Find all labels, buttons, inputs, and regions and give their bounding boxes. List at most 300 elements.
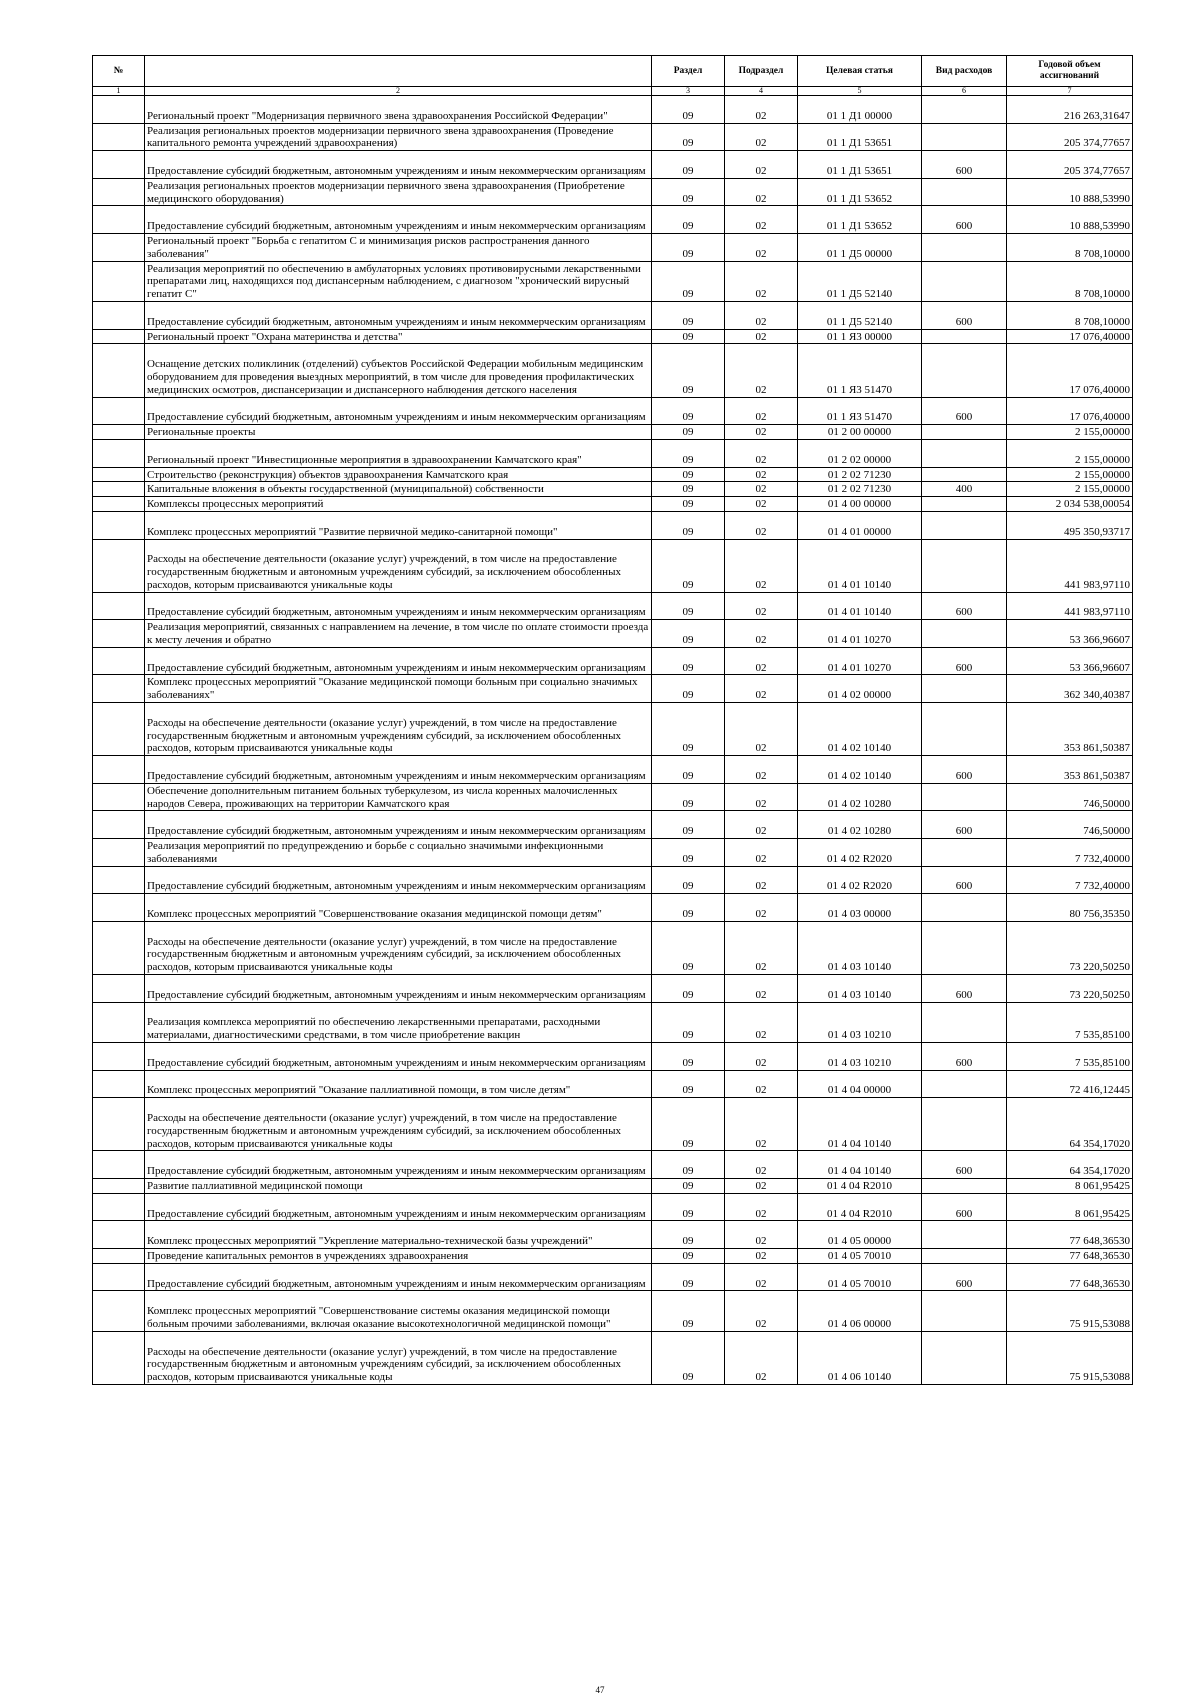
row-podrazdel-cell: 02 [725,675,798,703]
row-vid-cell [922,675,1007,703]
row-sum-cell: 72 416,12445 [1007,1070,1133,1098]
row-vid-cell [922,467,1007,482]
table-row [93,301,1133,329]
row-podrazdel-cell: 02 [725,206,798,234]
row-num-cell [93,397,145,425]
row-celevaya-cell: 01 2 02 71230 [798,467,922,482]
row-num-cell [93,1002,145,1042]
row-num-cell [93,1193,145,1221]
row-num-cell [93,511,145,539]
row-podrazdel-cell: 02 [725,811,798,839]
row-celevaya-cell: 01 4 02 00000 [798,675,922,703]
row-vid-cell [922,1331,1007,1384]
row-sum-cell: 7 535,85100 [1007,1042,1133,1070]
row-name-cell: Комплекс процессных мероприятий "Развитие первичной медико-санитарной помощи" [145,511,652,539]
row-num-cell [93,497,145,512]
row-vid-cell [922,703,1007,756]
table-row [93,894,1133,922]
row-name-cell: Предоставление субсидий бюджетным, автономным учреждениям и иным некоммерческим организациям [145,1042,652,1070]
row-num-cell [93,301,145,329]
row-num-cell [93,1042,145,1070]
row-name-cell: Предоставление субсидий бюджетным, автономным учреждениям и иным некоммерческим организациям [145,1193,652,1221]
row-podrazdel-cell: 02 [725,467,798,482]
row-celevaya-cell: 01 4 02 10140 [798,703,922,756]
row-podrazdel-cell: 02 [725,620,798,648]
table-row [93,866,1133,894]
row-vid-cell [922,839,1007,867]
row-name-cell: Расходы на обеспечение деятельности (оказание услуг) учреждений, в том числе на предоставление государственным бюджетным и автономным учреждениям субсидий, за исключением обособленных расходов, которым присваиваются уникальные коды [145,703,652,756]
table-row [93,783,1133,811]
row-celevaya-cell: 01 1 Д1 00000 [798,96,922,124]
row-name-cell: Предоставление субсидий бюджетным, автономным учреждениям и иным некоммерческим организациям [145,975,652,1003]
row-name-cell: Расходы на обеспечение деятельности (оказание услуг) учреждений, в том числе на предоставление государственным бюджетным и автономным учреждениям субсидий, за исключением обособленных расходов, которым присваиваются уникальные коды [145,1098,652,1151]
row-name-cell: Предоставление субсидий бюджетным, автономным учреждениям и иным некоммерческим организациям [145,1151,652,1179]
row-num-cell [93,811,145,839]
document-page [92,55,1132,1385]
row-num-cell [93,539,145,592]
row-podrazdel-cell: 02 [725,344,798,397]
row-celevaya-cell: 01 1 Д1 53652 [798,206,922,234]
row-num-cell [93,482,145,497]
row-sum-cell: 2 155,00000 [1007,467,1133,482]
row-name-cell: Предоставление субсидий бюджетным, автономным учреждениям и иным некоммерческим организациям [145,301,652,329]
row-name-cell: Региональный проект "Борьба с гепатитом С и минимизация рисков распространения данного заболевания" [145,233,652,261]
row-sum-cell: 53 366,96607 [1007,647,1133,675]
row-num-cell [93,1151,145,1179]
row-name-cell: Расходы на обеспечение деятельности (оказание услуг) учреждений, в том числе на предоставление государственным бюджетным и автономным учреждениям субсидий, за исключением обособленных расходов, которым присваиваются уникальные коды [145,921,652,974]
row-name-cell: Предоставление субсидий бюджетным, автономным учреждениям и иным некоммерческим организациям [145,206,652,234]
row-razdel-cell: 09 [652,783,725,811]
row-podrazdel-cell: 02 [725,539,798,592]
table-row [93,1002,1133,1042]
header-num: № [93,56,145,87]
row-celevaya-cell: 01 4 01 10270 [798,647,922,675]
row-vid-cell: 600 [922,866,1007,894]
row-podrazdel-cell: 02 [725,1098,798,1151]
row-sum-cell: 77 648,36530 [1007,1221,1133,1249]
row-sum-cell: 441 983,97110 [1007,539,1133,592]
row-vid-cell [922,1098,1007,1151]
column-number: 5 [798,87,922,96]
row-name-cell: Предоставление субсидий бюджетным, автономным учреждениям и иным некоммерческим организациям [145,756,652,784]
row-podrazdel-cell: 02 [725,123,798,151]
row-vid-cell: 600 [922,397,1007,425]
row-razdel-cell: 09 [652,1042,725,1070]
row-celevaya-cell: 01 4 05 70010 [798,1263,922,1291]
row-razdel-cell: 09 [652,620,725,648]
row-num-cell [93,1221,145,1249]
row-name-cell: Капитальные вложения в объекты государственной (муниципальной) собственности [145,482,652,497]
column-number: 7 [1007,87,1133,96]
header-name [145,56,652,87]
row-razdel-cell: 09 [652,1248,725,1263]
row-vid-cell [922,439,1007,467]
table-header-row [93,56,1133,87]
row-celevaya-cell: 01 1 Я3 00000 [798,329,922,344]
row-razdel-cell: 09 [652,425,725,440]
row-name-cell: Реализация мероприятий по предупреждению и борьбе с социально значимыми инфекционными заболеваниями [145,839,652,867]
row-name-cell: Реализация региональных проектов модернизации первичного звена здравоохранения (Проведение капитального ремонта учреждений здравоохранения) [145,123,652,151]
row-num-cell [93,975,145,1003]
row-celevaya-cell: 01 1 Д5 00000 [798,233,922,261]
row-vid-cell: 600 [922,301,1007,329]
row-vid-cell [922,539,1007,592]
table-row [93,647,1133,675]
row-celevaya-cell: 01 4 03 10210 [798,1002,922,1042]
row-num-cell [93,206,145,234]
row-sum-cell: 10 888,53990 [1007,178,1133,206]
row-sum-cell: 205 374,77657 [1007,151,1133,179]
row-num-cell [93,178,145,206]
row-podrazdel-cell: 02 [725,1263,798,1291]
row-celevaya-cell: 01 1 Д1 53652 [798,178,922,206]
row-num-cell [93,675,145,703]
row-num-cell [93,1070,145,1098]
row-podrazdel-cell: 02 [725,894,798,922]
row-celevaya-cell: 01 1 Д5 52140 [798,301,922,329]
row-podrazdel-cell: 02 [725,1070,798,1098]
row-razdel-cell: 09 [652,96,725,124]
row-sum-cell: 8 708,10000 [1007,261,1133,301]
row-podrazdel-cell: 02 [725,1331,798,1384]
row-razdel-cell: 09 [652,1151,725,1179]
row-name-cell: Комплексы процессных мероприятий [145,497,652,512]
table-row [93,592,1133,620]
row-podrazdel-cell: 02 [725,839,798,867]
row-num-cell [93,261,145,301]
table-row [93,233,1133,261]
row-num-cell [93,123,145,151]
row-celevaya-cell: 01 4 04 10140 [798,1151,922,1179]
row-podrazdel-cell: 02 [725,482,798,497]
row-celevaya-cell: 01 1 Д5 52140 [798,261,922,301]
row-sum-cell: 2 034 538,00054 [1007,497,1133,512]
row-podrazdel-cell: 02 [725,921,798,974]
row-num-cell [93,151,145,179]
row-podrazdel-cell: 02 [725,1002,798,1042]
row-name-cell: Обеспечение дополнительным питанием больных туберкулезом, из числа коренных малочисленных народов Севера, проживающих на территории Камчатского края [145,783,652,811]
row-vid-cell: 600 [922,975,1007,1003]
row-celevaya-cell: 01 4 03 10140 [798,921,922,974]
row-razdel-cell: 09 [652,482,725,497]
row-vid-cell [922,894,1007,922]
row-celevaya-cell: 01 4 01 00000 [798,511,922,539]
table-row [93,756,1133,784]
row-num-cell [93,703,145,756]
row-podrazdel-cell: 02 [725,647,798,675]
column-number: 3 [652,87,725,96]
table-row [93,439,1133,467]
row-sum-cell: 75 915,53088 [1007,1331,1133,1384]
table-row [93,425,1133,440]
row-num-cell [93,467,145,482]
row-sum-cell: 73 220,50250 [1007,921,1133,974]
row-razdel-cell: 09 [652,1331,725,1384]
row-celevaya-cell: 01 4 05 70010 [798,1248,922,1263]
row-name-cell: Проведение капитальных ремонтов в учреждениях здравоохранения [145,1248,652,1263]
table-row [93,178,1133,206]
row-celevaya-cell: 01 2 02 71230 [798,482,922,497]
row-name-cell: Комплекс процессных мероприятий "Совершенствование оказания медицинской помощи детям" [145,894,652,922]
row-podrazdel-cell: 02 [725,397,798,425]
row-celevaya-cell: 01 4 04 00000 [798,1070,922,1098]
row-name-cell: Региональные проекты [145,425,652,440]
row-razdel-cell: 09 [652,703,725,756]
row-podrazdel-cell: 02 [725,497,798,512]
row-razdel-cell: 09 [652,123,725,151]
row-sum-cell: 17 076,40000 [1007,329,1133,344]
row-razdel-cell: 09 [652,329,725,344]
row-sum-cell: 441 983,97110 [1007,592,1133,620]
row-sum-cell: 75 915,53088 [1007,1291,1133,1331]
table-row [93,811,1133,839]
row-razdel-cell: 09 [652,1193,725,1221]
table-row [93,1331,1133,1384]
row-sum-cell: 77 648,36530 [1007,1248,1133,1263]
row-razdel-cell: 09 [652,921,725,974]
row-num-cell [93,1291,145,1331]
row-podrazdel-cell: 02 [725,1221,798,1249]
row-num-cell [93,1178,145,1193]
row-name-cell: Региональный проект "Модернизация первичного звена здравоохранения Российской Федерации" [145,96,652,124]
row-celevaya-cell: 01 4 01 10270 [798,620,922,648]
row-num-cell [93,329,145,344]
row-vid-cell: 600 [922,206,1007,234]
row-vid-cell [922,1002,1007,1042]
row-vid-cell: 600 [922,756,1007,784]
table-row [93,123,1133,151]
row-razdel-cell: 09 [652,539,725,592]
table-row [93,261,1133,301]
row-vid-cell [922,921,1007,974]
row-num-cell [93,866,145,894]
table-row [93,1263,1133,1291]
row-podrazdel-cell: 02 [725,866,798,894]
table-row [93,675,1133,703]
table-row [93,467,1133,482]
row-razdel-cell: 09 [652,439,725,467]
row-razdel-cell: 09 [652,894,725,922]
row-sum-cell: 353 861,50387 [1007,756,1133,784]
row-name-cell: Расходы на обеспечение деятельности (оказание услуг) учреждений, в том числе на предоставление государственным бюджетным и автономным учреждениям субсидий, за исключением обособленных расходов, которым присваиваются уникальные коды [145,539,652,592]
row-celevaya-cell: 01 1 Я3 51470 [798,397,922,425]
table-row [93,1178,1133,1193]
table-row [93,839,1133,867]
row-name-cell: Комплекс процессных мероприятий "Оказание паллиативной помощи, в том числе детям" [145,1070,652,1098]
row-sum-cell: 746,50000 [1007,783,1133,811]
row-podrazdel-cell: 02 [725,329,798,344]
row-name-cell: Реализация мероприятий по обеспечению в амбулаторных условиях противовирусными лекарственными препаратами лиц, находящихся под диспансерным наблюдением, с диагнозом "хронический вирусный гепатит С" [145,261,652,301]
row-razdel-cell: 09 [652,1070,725,1098]
row-podrazdel-cell: 02 [725,1193,798,1221]
row-celevaya-cell: 01 4 02 R2020 [798,866,922,894]
row-vid-cell [922,233,1007,261]
row-sum-cell: 8 061,95425 [1007,1178,1133,1193]
budget-table [92,55,1133,1385]
row-sum-cell: 495 350,93717 [1007,511,1133,539]
row-podrazdel-cell: 02 [725,1248,798,1263]
row-num-cell [93,647,145,675]
row-celevaya-cell: 01 4 04 R2010 [798,1178,922,1193]
table-row [93,96,1133,124]
row-razdel-cell: 09 [652,1098,725,1151]
row-sum-cell: 80 756,35350 [1007,894,1133,922]
row-celevaya-cell: 01 4 03 10210 [798,1042,922,1070]
row-celevaya-cell: 01 4 01 10140 [798,592,922,620]
table-row [93,1291,1133,1331]
table-row [93,975,1133,1003]
row-podrazdel-cell: 02 [725,975,798,1003]
table-row [93,703,1133,756]
header-celevaya: Целевая статья [798,56,922,87]
row-name-cell: Развитие паллиативной медицинской помощи [145,1178,652,1193]
page-number: 47 [595,1685,605,1695]
row-name-cell: Расходы на обеспечение деятельности (оказание услуг) учреждений, в том числе на предоставление государственным бюджетным и автономным учреждениям субсидий, за исключением обособленных расходов, которым присваиваются уникальные коды [145,1331,652,1384]
row-name-cell: Предоставление субсидий бюджетным, автономным учреждениям и иным некоммерческим организациям [145,397,652,425]
row-vid-cell [922,96,1007,124]
row-podrazdel-cell: 02 [725,592,798,620]
row-razdel-cell: 09 [652,261,725,301]
row-podrazdel-cell: 02 [725,233,798,261]
row-razdel-cell: 09 [652,511,725,539]
row-sum-cell: 2 155,00000 [1007,439,1133,467]
row-sum-cell: 17 076,40000 [1007,397,1133,425]
row-sum-cell: 77 648,36530 [1007,1263,1133,1291]
row-podrazdel-cell: 02 [725,261,798,301]
row-vid-cell [922,344,1007,397]
row-num-cell [93,425,145,440]
row-vid-cell: 600 [922,151,1007,179]
row-num-cell [93,344,145,397]
row-vid-cell: 600 [922,592,1007,620]
column-number: 4 [725,87,798,96]
row-sum-cell: 353 861,50387 [1007,703,1133,756]
row-razdel-cell: 09 [652,1291,725,1331]
row-vid-cell: 600 [922,1151,1007,1179]
row-podrazdel-cell: 02 [725,96,798,124]
row-sum-cell: 746,50000 [1007,811,1133,839]
table-row [93,482,1133,497]
row-razdel-cell: 09 [652,301,725,329]
table-row [93,539,1133,592]
row-celevaya-cell: 01 4 00 00000 [798,497,922,512]
row-celevaya-cell: 01 4 03 00000 [798,894,922,922]
row-celevaya-cell: 01 1 Д1 53651 [798,151,922,179]
row-sum-cell: 2 155,00000 [1007,482,1133,497]
row-num-cell [93,1248,145,1263]
row-vid-cell: 600 [922,647,1007,675]
row-num-cell [93,1331,145,1384]
row-num-cell [93,620,145,648]
row-sum-cell: 64 354,17020 [1007,1151,1133,1179]
table-row [93,1070,1133,1098]
table-row [93,206,1133,234]
row-vid-cell: 400 [922,482,1007,497]
row-celevaya-cell: 01 1 Д1 53651 [798,123,922,151]
row-name-cell: Реализация региональных проектов модернизации первичного звена здравоохранения (Приобретение медицинского оборудования) [145,178,652,206]
row-num-cell [93,1263,145,1291]
row-razdel-cell: 09 [652,1178,725,1193]
column-number: 2 [145,87,652,96]
row-podrazdel-cell: 02 [725,425,798,440]
table-body [93,96,1133,1385]
row-sum-cell: 64 354,17020 [1007,1098,1133,1151]
row-vid-cell [922,1221,1007,1249]
row-name-cell: Предоставление субсидий бюджетным, автономным учреждениям и иным некоммерческим организациям [145,592,652,620]
row-celevaya-cell: 01 2 00 00000 [798,425,922,440]
row-vid-cell [922,783,1007,811]
row-name-cell: Предоставление субсидий бюджетным, автономным учреждениям и иным некоммерческим организациям [145,151,652,179]
row-podrazdel-cell: 02 [725,1151,798,1179]
row-razdel-cell: 09 [652,592,725,620]
row-vid-cell [922,1291,1007,1331]
row-podrazdel-cell: 02 [725,756,798,784]
row-razdel-cell: 09 [652,756,725,784]
row-podrazdel-cell: 02 [725,1291,798,1331]
row-razdel-cell: 09 [652,647,725,675]
row-sum-cell: 10 888,53990 [1007,206,1133,234]
row-sum-cell: 7 732,40000 [1007,866,1133,894]
row-vid-cell [922,425,1007,440]
row-num-cell [93,233,145,261]
row-celevaya-cell: 01 4 05 00000 [798,1221,922,1249]
row-sum-cell: 73 220,50250 [1007,975,1133,1003]
row-celevaya-cell: 01 4 04 10140 [798,1098,922,1151]
row-num-cell [93,783,145,811]
table-row [93,1098,1133,1151]
row-name-cell: Предоставление субсидий бюджетным, автономным учреждениям и иным некоммерческим организациям [145,811,652,839]
row-celevaya-cell: 01 4 02 R2020 [798,839,922,867]
row-celevaya-cell: 01 4 02 10140 [798,756,922,784]
row-num-cell [93,96,145,124]
row-razdel-cell: 09 [652,675,725,703]
table-row [93,344,1133,397]
row-sum-cell: 8 708,10000 [1007,233,1133,261]
row-name-cell: Региональный проект "Инвестиционные мероприятия в здравоохранении Камчатского края" [145,439,652,467]
row-sum-cell: 8 708,10000 [1007,301,1133,329]
row-razdel-cell: 09 [652,839,725,867]
row-sum-cell: 362 340,40387 [1007,675,1133,703]
row-name-cell: Оснащение детских поликлиник (отделений) субъектов Российской Федерации мобильным медицинским оборудованием для проведения выездных мероприятий, в том числе для проведения профилактических медицинских осмотров, диспансеризации и диспансерного наблюдения детского населения [145,344,652,397]
table-row [93,1221,1133,1249]
row-razdel-cell: 09 [652,811,725,839]
row-vid-cell: 600 [922,1042,1007,1070]
table-row [93,1248,1133,1263]
row-name-cell: Комплекс процессных мероприятий "Совершенствование системы оказания медицинской помощи больным прочими заболеваниями, включая оказание высокотехнологичной медицинской помощи" [145,1291,652,1331]
table-row [93,497,1133,512]
row-vid-cell: 600 [922,1263,1007,1291]
table-row [93,620,1133,648]
row-razdel-cell: 09 [652,397,725,425]
row-razdel-cell: 09 [652,1221,725,1249]
row-sum-cell: 216 263,31647 [1007,96,1133,124]
row-podrazdel-cell: 02 [725,1042,798,1070]
row-sum-cell: 7 535,85100 [1007,1002,1133,1042]
column-number: 6 [922,87,1007,96]
row-podrazdel-cell: 02 [725,151,798,179]
row-name-cell: Комплекс процессных мероприятий "Укрепление материально-технической базы учреждений" [145,1221,652,1249]
header-podrazdel: Подраздел [725,56,798,87]
row-celevaya-cell: 01 2 02 00000 [798,439,922,467]
row-celevaya-cell: 01 1 Я3 51470 [798,344,922,397]
table-row [93,397,1133,425]
row-razdel-cell: 09 [652,151,725,179]
row-vid-cell [922,511,1007,539]
row-sum-cell: 53 366,96607 [1007,620,1133,648]
header-razdel: Раздел [652,56,725,87]
row-razdel-cell: 09 [652,178,725,206]
row-razdel-cell: 09 [652,1263,725,1291]
